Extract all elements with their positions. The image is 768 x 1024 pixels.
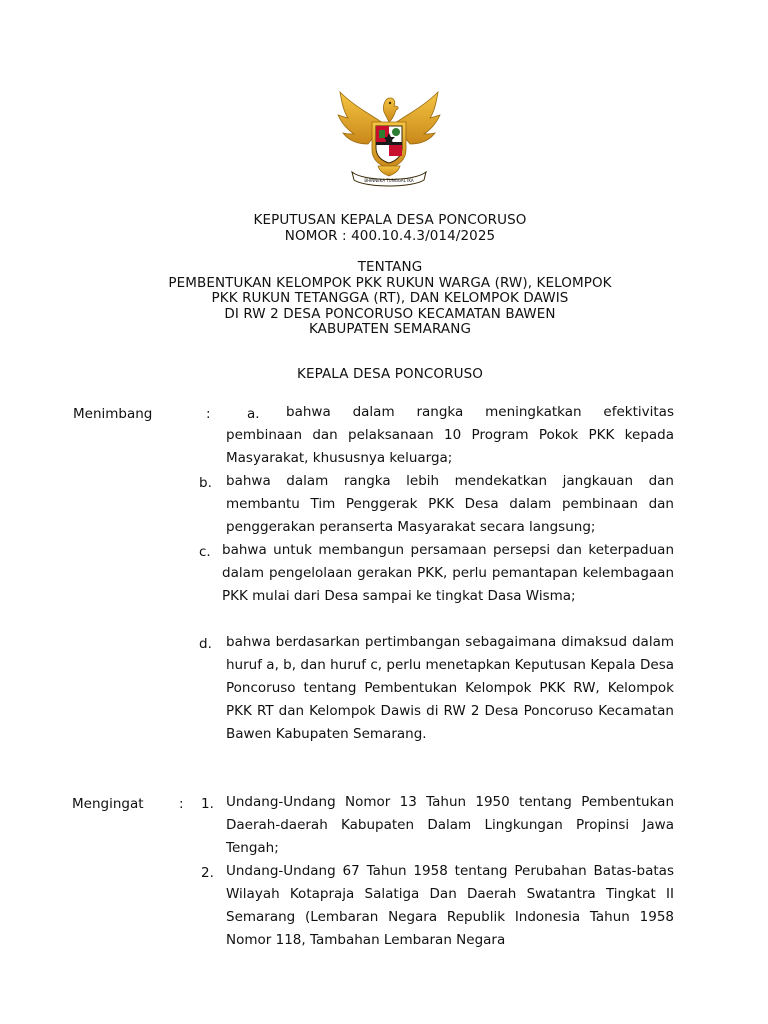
mengingat-item-1: Undang-Undang Nomor 13 Tahun 1950 tentang Pembentukan Daerah-daerah Kabupaten Dalam Lingkungan Propinsi Jawa Tengah;: [226, 794, 674, 856]
menimbang-item-a-first: bahwa dalam rangka meningkatkan efektivitas: [286, 404, 674, 420]
official-title: KEPALA DESA PONCORUSO: [297, 366, 483, 382]
mengingat-marker-1: 1.: [201, 796, 214, 812]
decree-number: NOMOR : 400.10.4.3/014/2025: [284, 227, 496, 244]
decree-subject: [0, 260, 768, 338]
menimbang-item-d: bahwa berdasarkan pertimbangan sebagaimana dimaksud dalam huruf a, b, dan huruf c, perlu menetapkan Keputusan Kepala Desa Poncoruso tentang Pembentukan Kelompok PKK RW, Kelompok PKK RT dan Kelompok Dawis di RW 2 Desa Poncoruso Kecamatan Bawen Kabupaten Semarang.: [226, 634, 674, 742]
menimbang-marker-c: c.: [199, 544, 211, 560]
menimbang-marker-a: a.: [247, 406, 260, 422]
menimbang-label: Menimbang: [73, 406, 153, 422]
menimbang-item-c: bahwa untuk membangun persamaan persepsi dan keterpaduan dalam pengelolaan gerakan PKK, perlu pemantapan kelembagaan PKK mulai dari Desa sampai ke tingkat Dasa Wisma;: [222, 542, 674, 604]
menimbang-item-b: bahwa dalam rangka lebih mendekatkan jangkauan dan membantu Tim Penggerak PKK Desa dalam pembinaan dan penggerakan peranserta Masyarakat secara langsung;: [226, 473, 674, 535]
menimbang-item-a-rest: pembinaan dan pelaksanaan 10 Program Pokok PKK kepada Masyarakat, khususnya keluarga;: [226, 427, 674, 466]
menimbang-colon: :: [206, 406, 211, 422]
mengingat-label: Mengingat: [72, 796, 144, 812]
subject-line: PKK RUKUN TETANGGA (RT), DAN KELOMPOK DAWIS: [211, 290, 569, 306]
mengingat-colon: :: [179, 796, 184, 812]
subject-line: PEMBENTUKAN KELOMPOK PKK RUKUN WARGA (RW), KELOMPOK: [168, 274, 612, 291]
decree-heading: [0, 213, 768, 244]
mengingat-marker-2: 2.: [201, 865, 214, 881]
menimbang-marker-d: d.: [199, 636, 212, 652]
about-label: TENTANG: [357, 259, 423, 275]
subject-line: KABUPATEN SEMARANG: [308, 321, 472, 337]
menimbang-marker-b: b.: [199, 475, 212, 491]
mengingat-item-2: Undang-Undang 67 Tahun 1958 tentang Perubahan Batas-batas Wilayah Kotapraja Salatiga Dan Daerah Swatantra Tingkat II Semarang (Lembaran Negara Republik Indonesia Tahun 1958 Nomor 118, Tambahan Lembaran Negara: [226, 863, 674, 948]
svg-text:BHINNEKA TUNGGAL IKA: BHINNEKA TUNGGAL IKA: [364, 178, 414, 183]
garuda-emblem-icon: [334, 86, 444, 190]
decree-title: KEPUTUSAN KEPALA DESA PONCORUSO: [253, 212, 527, 228]
subject-line: DI RW 2 DESA PONCORUSO KECAMATAN BAWEN: [224, 305, 556, 322]
